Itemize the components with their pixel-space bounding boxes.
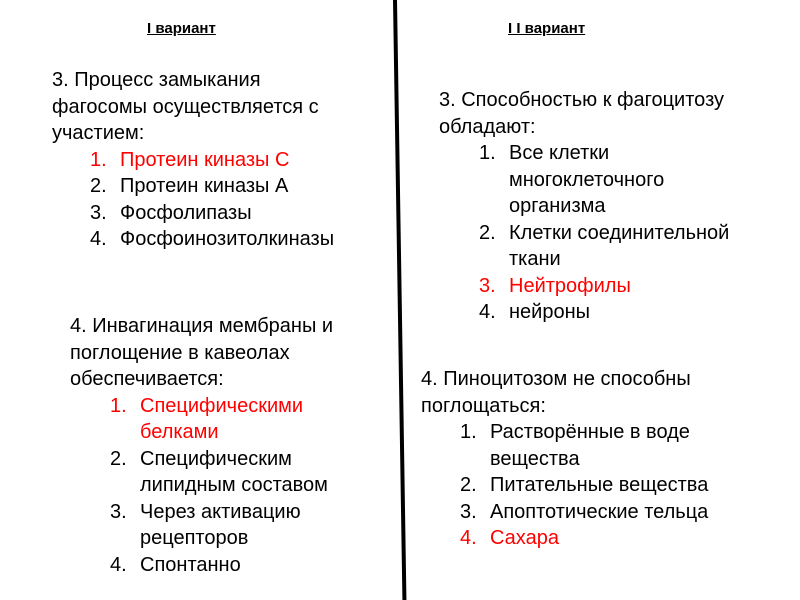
option-number: 3. (460, 500, 477, 523)
option-text: Питательные вещества (490, 474, 709, 496)
option-text: белками (140, 421, 219, 443)
option-text: многоклеточного (509, 168, 665, 191)
stem-line: 4. Инвагинация мембраны и (70, 315, 334, 337)
question-stem (70, 313, 333, 393)
variant2-heading: I I вариант (508, 20, 586, 37)
answer-option-correct (90, 147, 334, 174)
answer-option-correct (110, 393, 333, 446)
stem-line: 3. Способностью к фагоцитозу (439, 89, 725, 111)
stem-line: поглощение в кавеолах (70, 341, 290, 364)
option-number: 4. (110, 553, 127, 576)
option-text: Клетки соединительной (509, 221, 730, 244)
answer-options (460, 419, 708, 552)
option-text: Фосфолипазы (120, 201, 252, 224)
stem-line: фагосомы осуществляется с (52, 95, 319, 118)
answer-options (110, 393, 333, 579)
stem-line: поглощаться: (421, 394, 546, 417)
option-text: Спонтанно (140, 553, 241, 576)
option-text: Нейтрофилы (509, 274, 631, 297)
stem-line: обладают: (439, 115, 536, 138)
answer-option (110, 499, 333, 552)
option-text: Апоптотические тельца (490, 500, 709, 523)
stem-line: 3. Процесс замыкания (52, 69, 261, 91)
option-text: вещества (490, 447, 580, 470)
answer-option (90, 226, 334, 253)
question-stem (421, 366, 708, 419)
stem-line: 4. Пиноцитозом не способны (421, 368, 691, 390)
column-divider (393, 0, 406, 600)
option-text: Специфическими (140, 394, 304, 417)
answer-option (479, 299, 729, 326)
variant1-question3 (52, 67, 334, 253)
option-number: 2. (479, 221, 496, 244)
question-stem (52, 67, 334, 147)
option-text: Фосфоинозитолкиназы (120, 228, 335, 250)
option-text: рецепторов (140, 527, 249, 549)
option-text: Растворённые в воде (490, 421, 690, 443)
question-stem (439, 87, 729, 140)
option-text: Через активацию (140, 500, 301, 523)
answer-option (90, 173, 334, 200)
answer-option (460, 499, 708, 526)
stem-line: участием: (52, 122, 145, 144)
stem-line: обеспечивается: (70, 368, 224, 390)
answer-option (110, 552, 333, 579)
option-text: Сахара (490, 527, 559, 549)
answer-option-correct (479, 273, 729, 300)
variant2-question3 (439, 87, 729, 326)
answer-option (90, 200, 334, 227)
answer-option (479, 220, 729, 273)
option-text: нейроны (509, 301, 591, 323)
option-text: организма (509, 195, 606, 217)
answer-options (479, 140, 729, 326)
variant1-question4 (70, 313, 333, 578)
option-number: 4. (479, 301, 496, 323)
option-text: ткани (509, 248, 561, 270)
answer-option (479, 140, 729, 220)
option-number: 3. (90, 201, 107, 224)
answer-option (460, 472, 708, 499)
option-number: 1. (110, 394, 127, 417)
option-number: 1. (90, 148, 107, 171)
answer-option (110, 446, 333, 499)
option-number: 1. (479, 142, 496, 164)
option-number: 4. (90, 228, 107, 250)
option-number: 2. (110, 447, 127, 470)
option-number: 2. (90, 175, 107, 197)
option-text: Протеин киназы С (120, 148, 290, 171)
answer-option (460, 419, 708, 472)
option-number: 2. (460, 474, 477, 496)
option-text: липидным составом (140, 474, 328, 496)
option-number: 1. (460, 421, 477, 443)
option-text: Специфическим (140, 447, 292, 470)
option-text: Протеин киназы А (120, 175, 289, 197)
answer-option-correct (460, 525, 708, 552)
option-text: Все клетки (509, 142, 610, 164)
answer-options (90, 147, 334, 253)
variant2-question4 (421, 366, 708, 552)
option-number: 3. (110, 500, 127, 523)
variant1-heading: I вариант (147, 20, 216, 37)
option-number: 3. (479, 274, 496, 297)
option-number: 4. (460, 527, 477, 549)
